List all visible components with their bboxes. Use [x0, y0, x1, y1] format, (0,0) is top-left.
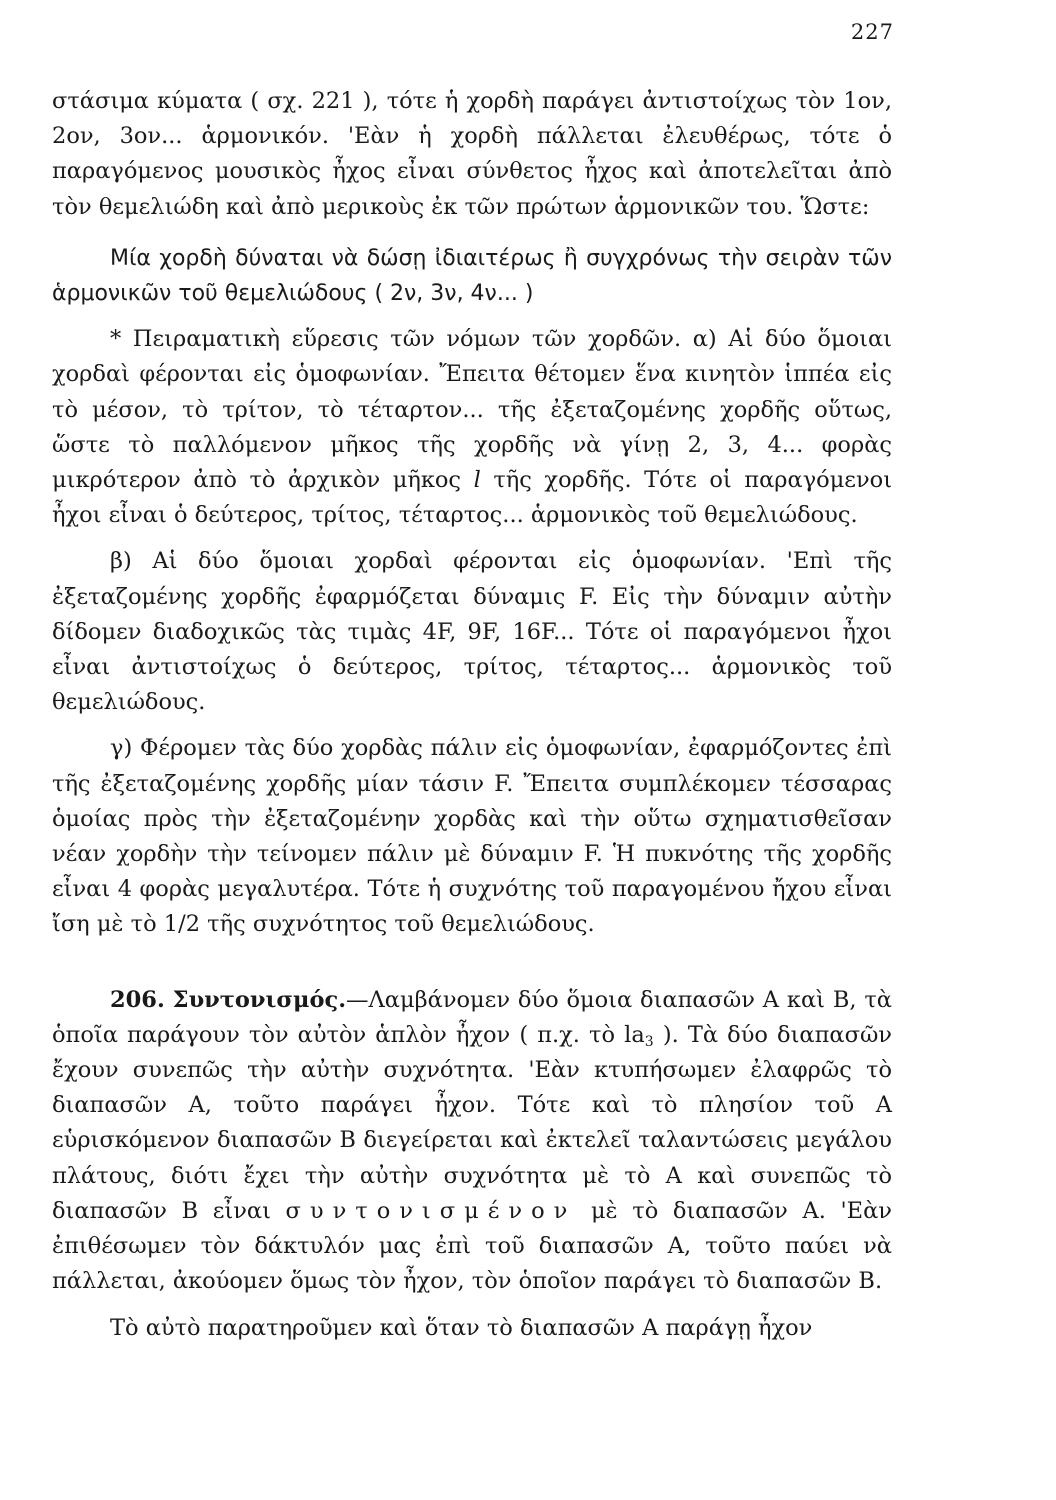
experiment-a-end: τῆς χορδῆς. Τότε οἱ παραγόμενοι ἦχοι εἶναι ὁ δεύτερος, τρίτος, τέταρτος... ἁρμονικὸς τοῦ θεμελιώδους.: [52, 467, 893, 529]
section-number: 206.: [110, 986, 165, 1013]
paragraph-observation: Τὸ αὐτὸ παρατηροῦμεν καὶ ὅταν τὸ διαπασῶν Α παράγῃ ἦχον: [110, 1314, 813, 1341]
paragraph-harmonics-rule: Μία χορδὴ δύναται νὰ δώσῃ ἰδιαιτέρως ἢ συγχρόνως τὴν σειρὰν τῶν ἁρμονικῶν τοῦ θεμελιώδους ( 2ν, 3ν, 4ν... ): [52, 245, 892, 307]
experiment-a-text: * Πειραματικὴ εὕρεσις τῶν νόμων τῶν χορδῶν. α) Αἱ δύο ὅμοιαι χορδαὶ φέρονται εἰς ὁμοφωνίαν. Ἔπειτα θέτομεν ἕνα κινητὸν ἱππέα εἰς τὸ μέσον, τὸ τρίτον, τὸ τέταρτον... τῆς ἐξεταζομένης χορδῆς οὕτως, ὥστε τὸ παλλόμενον μῆκος τῆς χορδῆς νὰ γίνῃ 2, 3, 4... φορὰς μικρότερον ἀπὸ τὸ ἀρχικὸν μῆκος: [52, 326, 892, 494]
section-title: Συντονισμός.: [172, 986, 347, 1013]
paragraph-experiment-a: [52, 322, 892, 533]
length-symbol: l: [473, 467, 481, 494]
resonance-text-mid: ). Τὰ δύο διαπασῶν ἔχουν συνεπῶς τὴν αὐτὴν συχνότητα. 'Εὰν κτυπήσωμεν ἐλαφρῶς τὸ διαπασῶν Α, τοῦτο παράγει ἦχον. Τότε καὶ τὸ πλησίον τοῦ Α εὑρισκόμενον διαπασῶν Β διεγείρεται καὶ ἐκτελεῖ ταλαντώσεις μεγάλου πλάτους, διότι ἔχει τὴν αὐτὴν συχνότητα μὲ τὸ Α καὶ συνεπῶς τὸ διαπασῶν Β εἶναι: [52, 1021, 892, 1224]
paragraph-resonance: [52, 983, 892, 1300]
paragraph-experiment-c: γ) Φέρομεν τὰς δύο χορδὰς πάλιν εἰς ὁμοφωνίαν, ἐφαρμόζοντες ἐπὶ τῆς ἐξεταζομένης χορδῆς μίαν τάσιν F. Ἔπειτα συμπλέκομεν τέσσαρας ὁμοίας πρὸς τὴν ἐξεταζομένην χορδὰς καὶ τὴν οὕτω σχηματισθεῖσαν νέαν χορδὴν τὴν τείνομεν πάλιν μὲ δύναμιν F. Ἡ πυκνότης τῆς χορδῆς εἶναι 4 φορὰς μεγαλυτέρα. Τότε ἡ συχνότης τοῦ παραγομένου ἤχου εἶναι ἴση μὲ τὸ 1/2 τῆς συχνότητος τοῦ θεμελιώδους.: [52, 735, 892, 938]
page-number: 227: [850, 20, 894, 44]
paragraph-standing-waves: στάσιμα κύματα ( σχ. 221 ), τότε ἡ χορδὴ παράγει ἀντιστοίχως τὸν 1ον, 2ον, 3ον... ἁρμονικόν. 'Εὰν ἡ χορδὴ πάλλεται ἐλευθέρως, τότε ὁ παραγόμενος μουσικὸς ἦχος εἶναι σύνθετος ἦχος καὶ ἀποτελεῖται ἀπὸ τὸν θεμελιώδη καὶ ἀπὸ μερικοὺς ἐκ τῶν πρώτων ἁρμονικῶν του. Ὥστε:: [52, 88, 892, 220]
paragraph-experiment-b: β) Αἱ δύο ὅμοιαι χορδαὶ φέρονται εἰς ὁμοφωνίαν. 'Επὶ τῆς ἐξεταζομένης χορδῆς ἐφαρμόζεται δύναμις F. Εἰς τὴν δύναμιν αὐτὴν δίδομεν διαδοχικῶς τὰς τιμὰς 4F, 9F, 16F... Τότε οἱ παραγόμενοι ἦχοι εἶναι ἀντιστοίχως ὁ δεύτερος, τρίτος, τέταρτος... ἁρμονικὸς τοῦ θεμελιώδους.: [52, 548, 892, 716]
resonance-text-end: μὲ τὸ διαπασῶν Α. 'Εὰν ἐπιθέσωμεν τὸν δάκτυλόν μας ἐπὶ τοῦ διαπασῶν Α, τοῦτο παύει νὰ πάλλεται, ἀκούομεν ὅμως τὸν ἦχον, τὸν ὁποῖον παράγει τὸ διαπασῶν Β.: [52, 1197, 892, 1295]
resonance-text-start: —Λαμβάνομεν δύο ὅμοια διαπασῶν Α καὶ Β, τὰ ὁποῖα παράγουν τὸν αὐτὸν ἁπλὸν ἦχον ( π.χ. τὸ la: [52, 986, 892, 1048]
body-text: [52, 84, 892, 1346]
note-subscript: 3: [644, 1033, 654, 1050]
spaced-word: συντονισμένον: [285, 1197, 577, 1224]
